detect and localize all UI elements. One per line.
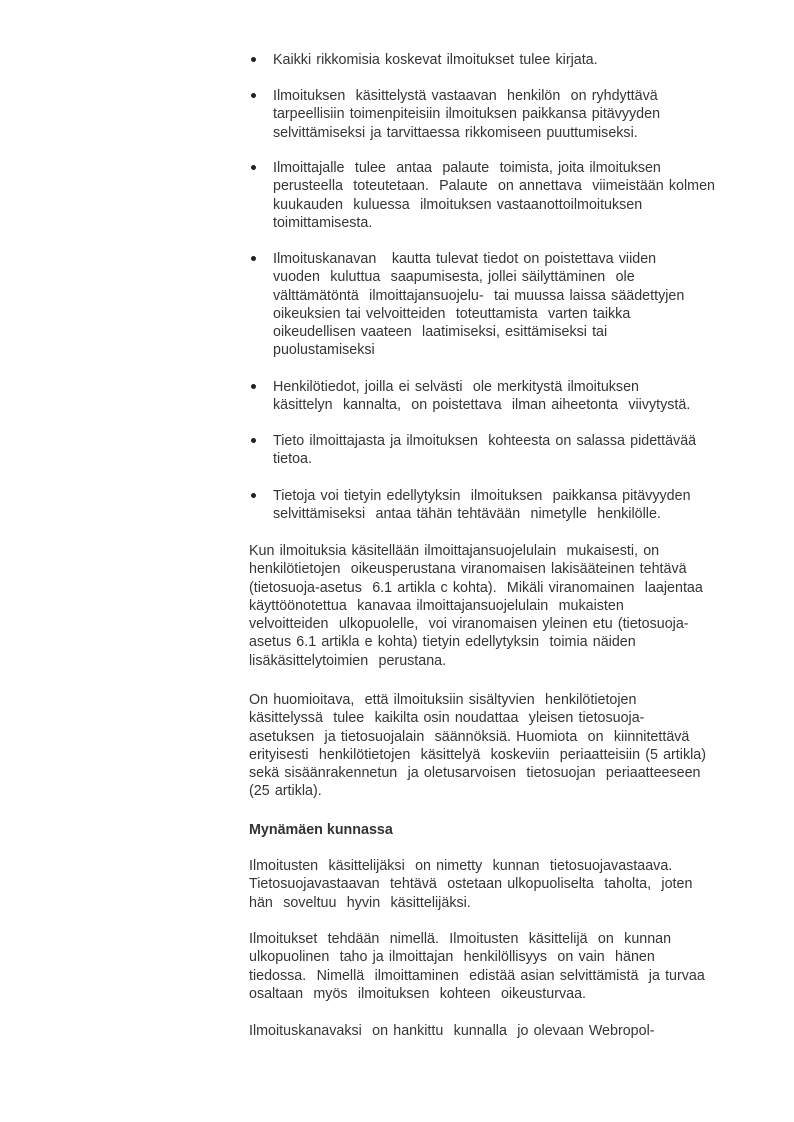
bullet-line: tarpeellisiin toimenpiteisiin ilmoituksen paikkansa pitävyyden bbox=[273, 106, 661, 123]
bullet-item bbox=[273, 432, 773, 469]
paragraph-line: Ilmoitukset tehdään nimellä. Ilmoitusten käsittelijä on kunnan bbox=[249, 931, 672, 947]
bullet-line: kuukauden kuluessa ilmoituksen vastaanottoilmoituksen bbox=[273, 196, 643, 213]
bullet-line: Tieto ilmoittajasta ja ilmoituksen kohteesta on salassa pidettävää bbox=[273, 433, 697, 449]
bullet-line: Tietoja voi tietyin edellytyksin ilmoituksen paikkansa pitävyyden bbox=[273, 488, 691, 504]
bullet-icon bbox=[251, 493, 256, 498]
paragraph-line: tiedossa. Nimellä ilmoittaminen edistää asian selvittämistä ja turvaa bbox=[249, 967, 705, 984]
bullet-item bbox=[273, 250, 773, 360]
paragraph-line: asetuksen ja tietosuojalain säännöksiä. Huomiota on kiinnitettävä bbox=[249, 728, 690, 745]
paragraph-line: asetus 6.1 artikla e kohta) tietyin edellytyksin toimia näiden bbox=[249, 634, 636, 651]
paragraph-line: sekä sisäänrakennetun ja oletusarvoisen tietosuojan periaatteeseen bbox=[249, 765, 701, 782]
bullet-line: selvittämiseksi ja tarvittaessa rikkomiseen puuttumiseksi. bbox=[273, 124, 638, 141]
bullet-line: toimittamisesta. bbox=[273, 214, 373, 231]
bullet-line: puolustamiseksi bbox=[273, 342, 375, 359]
bullet-line: Henkilötiedot, joilla ei selvästi ole merkitystä ilmoituksen bbox=[273, 379, 639, 395]
bullet-line: oikeuksien tai velvoitteiden toteuttamista varten taikka bbox=[273, 305, 631, 322]
paragraph-line: Ilmoitusten käsittelijäksi on nimetty kunnan tietosuojavastaava. bbox=[249, 858, 673, 874]
bullet-line: välttämätöntä ilmoittajansuojelu- tai muussa laissa säädettyjen bbox=[273, 287, 685, 304]
paragraph-line: lisäkäsittelytoimien perustana. bbox=[249, 652, 447, 669]
bullet-icon bbox=[251, 438, 256, 443]
bullet-icon bbox=[251, 93, 256, 98]
bullet-line: perusteella toteutetaan. Palaute on annettava viimeistään kolmen bbox=[273, 178, 715, 195]
bullet-line: selvittämiseksi antaa tähän tehtävään nimetylle henkilölle. bbox=[273, 506, 661, 523]
heading-text: Mynämäen kunnassa bbox=[249, 822, 393, 838]
paragraph-5 bbox=[249, 1022, 749, 1040]
paragraph-3 bbox=[249, 857, 749, 912]
paragraph-line: On huomioitava, että ilmoituksiin sisältyvien henkilötietojen bbox=[249, 692, 637, 708]
paragraph-line: Kun ilmoituksia käsitellään ilmoittajansuojelulain mukaisesti, on bbox=[249, 543, 660, 559]
paragraph-line: ulkopuolinen taho ja ilmoittajan henkilöllisyys on vain hänen bbox=[249, 949, 655, 966]
section-heading bbox=[249, 821, 749, 839]
bullet-line: Ilmoittajalle tulee antaa palaute toimista, joita ilmoituksen bbox=[273, 160, 661, 176]
bullet-item bbox=[273, 87, 773, 142]
paragraph-line: Tietosuojavastaavan tehtävä ostetaan ulkopuoliselta taholta, joten bbox=[249, 876, 693, 893]
bullet-line: tietoa. bbox=[273, 451, 312, 468]
bullet-line: Ilmoituksen käsittelystä vastaavan henkilön on ryhdyttävä bbox=[273, 88, 658, 104]
paragraph-line: velvoitteiden ulkopuolelle, voi viranomaisen yleinen etu (tietosuoja- bbox=[249, 616, 689, 633]
bullet-line: käsittelyn kannalta, on poistettava ilman aiheetonta viivytystä. bbox=[273, 397, 691, 414]
paragraph-2 bbox=[249, 691, 749, 801]
paragraph-line: henkilötietojen oikeusperustana viranomaisen lakisääteinen tehtävä bbox=[249, 561, 687, 578]
paragraph-line: (tietosuoja-asetus 6.1 artikla c kohta). Mikäli viranomainen laajentaa bbox=[249, 579, 703, 596]
paragraph-line: osaltaan myös ilmoituksen kohteen oikeusturvaa. bbox=[249, 985, 587, 1002]
bullet-icon bbox=[251, 57, 256, 62]
bullet-line: vuoden kuluttua saapumisesta, jollei säilyttäminen ole bbox=[273, 269, 635, 286]
bullet-item bbox=[273, 487, 773, 524]
bullet-icon bbox=[251, 384, 256, 389]
paragraph-line: Ilmoituskanavaksi on hankittu kunnalla jo olevaan Webropol- bbox=[249, 1023, 655, 1039]
paragraph-line: käyttöönotettua kanavaa ilmoittajansuojelulain mukaisten bbox=[249, 597, 624, 614]
bullet-icon bbox=[251, 165, 256, 170]
bullet-icon bbox=[251, 256, 256, 261]
bullet-item bbox=[273, 159, 773, 232]
paragraph-line: (25 artikla). bbox=[249, 783, 322, 800]
bullet-line: Ilmoituskanavan kautta tulevat tiedot on poistettava viiden bbox=[273, 251, 657, 267]
paragraph-line: hän soveltuu hyvin käsittelijäksi. bbox=[249, 894, 471, 911]
paragraph-line: käsittelyssä tulee kaikilta osin noudattaa yleisen tietosuoja- bbox=[249, 710, 645, 727]
bullet-line: Kaikki rikkomisia koskevat ilmoitukset tulee kirjata. bbox=[273, 52, 598, 68]
paragraph-line: erityisesti henkilötietojen käsittelyä koskeviin periaatteisiin (5 artikla) bbox=[249, 746, 706, 763]
paragraph-4 bbox=[249, 930, 749, 1003]
bullet-item bbox=[273, 51, 773, 69]
bullet-line: oikeudellisen vaateen laatimiseksi, esittämiseksi tai bbox=[273, 324, 608, 341]
paragraph-1 bbox=[249, 542, 749, 670]
bullet-item bbox=[273, 378, 773, 415]
